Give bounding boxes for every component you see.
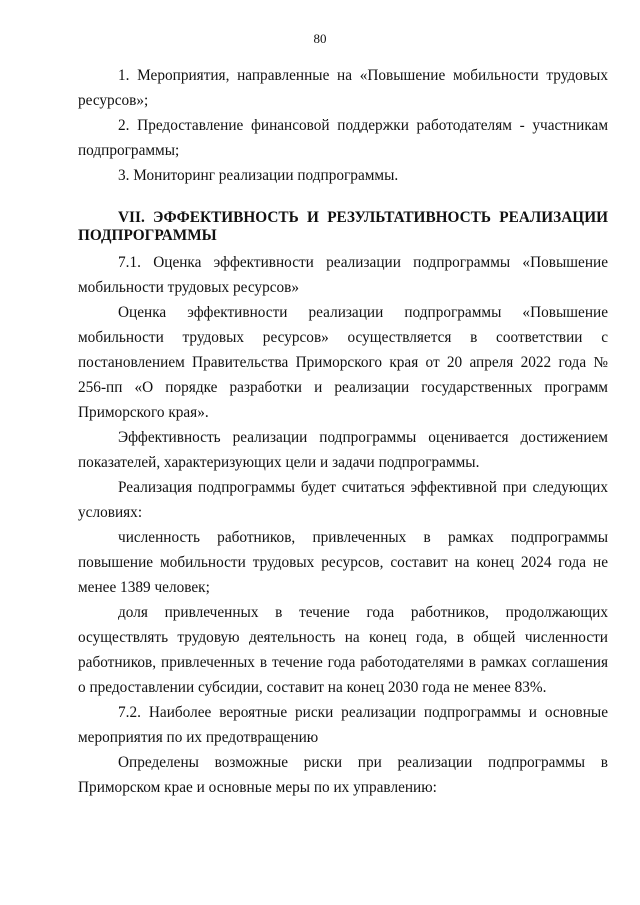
list-item-2: 2. Предоставление финансовой поддержки работодателям - участникам подпрограммы; — [78, 117, 608, 159]
assessment-paragraph: Оценка эффективности реализации подпрограммы «Повышение мобильности трудовых ресурсов» осуществляется в соответствии с постановлением Правительства Приморского края от 20 апреля 2022 года № 256-пп «О порядке разработки и реализации государственных программ Приморского края». — [78, 304, 608, 421]
efficiency-paragraph: Эффективность реализации подпрограммы оценивается достижением показателей, характеризующих цели и задачи подпрограммы. — [78, 429, 608, 471]
page-content — [78, 63, 608, 800]
subsection-7-2-title: 7.2. Наиболее вероятные риски реализации подпрограммы и основные мероприятия по их предотвращению — [78, 704, 608, 746]
list-item-1: 1. Мероприятия, направленные на «Повышение мобильности трудовых ресурсов»; — [78, 67, 608, 109]
risks-paragraph: Определены возможные риски при реализации подпрограммы в Приморском крае и основные меры по их управлению: — [78, 754, 608, 796]
section-heading: VII. ЭФФЕКТИВНОСТЬ И РЕЗУЛЬТАТИВНОСТЬ РЕАЛИЗАЦИИ ПОДПРОГРАММЫ — [78, 209, 608, 244]
share-condition: доля привлеченных в течение года работников, продолжающих осуществлять трудовую деятельность на конец года, в общей численности работников, привлеченных в течение года работодателями в рамках соглашения о предоставлении субсидии, составит на конец 2030 года не менее 83%. — [78, 604, 608, 696]
list-item-3: 3. Мониторинг реализации подпрограммы. — [118, 167, 399, 184]
section-spacer — [78, 188, 608, 209]
page-number: 80 — [313, 31, 327, 46]
headcount-condition: численность работников, привлеченных в рамках подпрограммы повышение мобильности трудовых ресурсов, составит на конец 2024 года не менее 1389 человек; — [78, 529, 608, 596]
conditions-paragraph: Реализация подпрограммы будет считаться эффективной при следующих условиях: — [78, 479, 608, 521]
subsection-7-1-title: 7.1. Оценка эффективности реализации подпрограммы «Повышение мобильности трудовых ресурсов» — [78, 254, 608, 296]
